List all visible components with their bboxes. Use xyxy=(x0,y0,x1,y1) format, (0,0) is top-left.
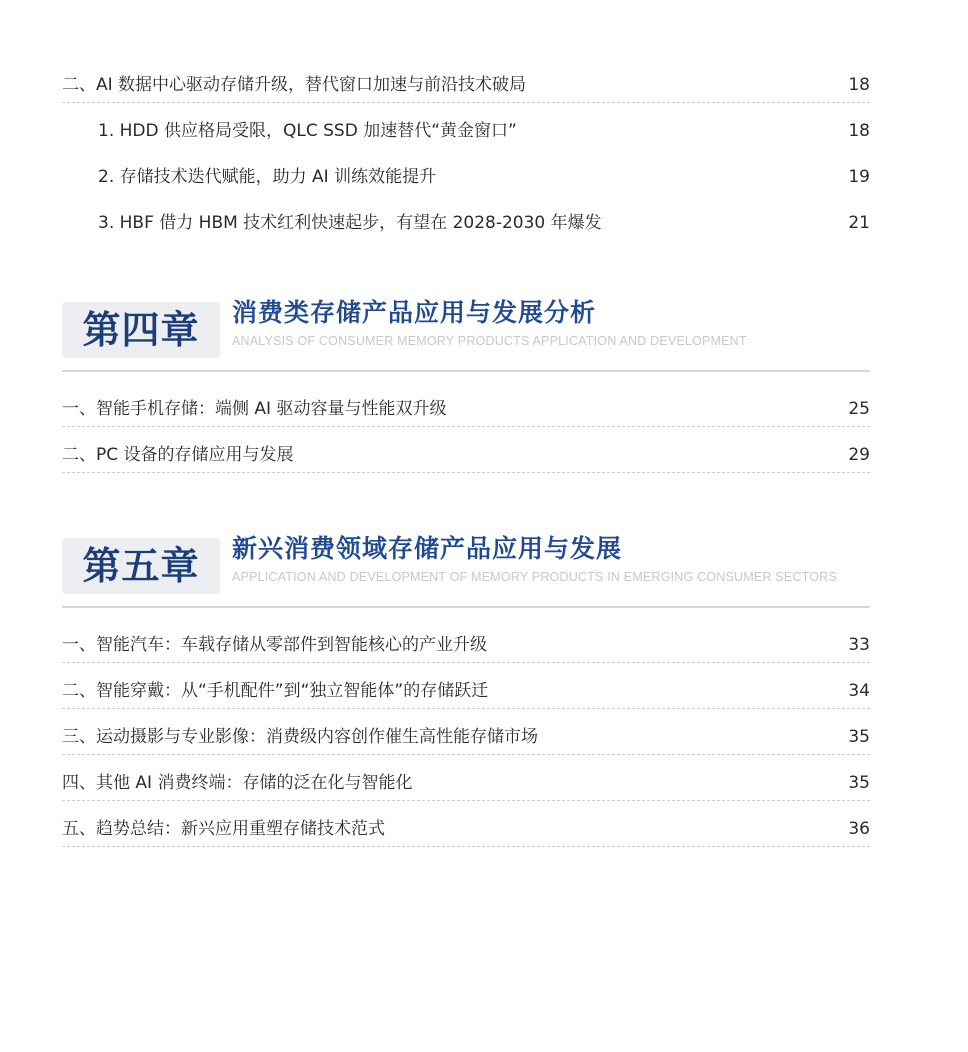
toc-entry[interactable] xyxy=(62,817,870,847)
chapter-badge: 第四章 xyxy=(62,302,220,358)
toc-entry-page: 33 xyxy=(848,635,870,655)
toc-entry-title: 二、PC 设备的存储应用与发展 xyxy=(62,445,294,465)
toc-entry-title: 3. HBF 借力 HBM 技术红利快速起步，有望在 2028-2030 年爆发 xyxy=(98,213,602,233)
toc-subentry[interactable] xyxy=(98,211,870,241)
toc-entry-title: 四、其他 AI 消费终端：存储的泛在化与智能化 xyxy=(62,773,413,793)
chapter-subtitle: ANALYSIS OF CONSUMER MEMORY PRODUCTS APPLICATION AND DEVELOPMENT xyxy=(232,334,747,348)
toc-entry[interactable] xyxy=(62,771,870,801)
toc-entry-page: 21 xyxy=(848,213,870,233)
toc-entry[interactable] xyxy=(62,73,870,103)
toc-subentry[interactable] xyxy=(98,119,870,149)
toc-entry[interactable] xyxy=(62,725,870,755)
chapter-5-header xyxy=(62,530,870,608)
toc-entry-title: 一、智能手机存储：端侧 AI 驱动容量与性能双升级 xyxy=(62,399,447,419)
toc-entry-title: 二、AI 数据中心驱动存储升级，替代窗口加速与前沿技术破局 xyxy=(62,75,527,95)
toc-entry-title: 三、运动摄影与专业影像：消费级内容创作催生高性能存储市场 xyxy=(62,727,538,747)
toc-entry-title: 1. HDD 供应格局受限，QLC SSD 加速替代“黄金窗口” xyxy=(98,121,517,141)
toc-subentry[interactable] xyxy=(98,165,870,195)
toc-entry[interactable] xyxy=(62,397,870,427)
toc-entry-title: 2. 存储技术迭代赋能，助力 AI 训练效能提升 xyxy=(98,167,437,187)
chapter-title: 消费类存储产品应用与发展分析 xyxy=(232,298,597,327)
toc-entry-page: 25 xyxy=(848,399,870,419)
chapter-divider xyxy=(62,606,870,608)
toc-entry-page: 34 xyxy=(848,681,870,701)
toc-entry-page: 29 xyxy=(848,445,870,465)
chapter-4-header xyxy=(62,294,870,372)
toc-entry-page: 35 xyxy=(848,773,870,793)
toc-entry-page: 18 xyxy=(848,75,870,95)
chapter-badge: 第五章 xyxy=(62,538,220,594)
toc-entry-page: 19 xyxy=(848,167,870,187)
toc-entry-title: 五、趋势总结：新兴应用重塑存储技术范式 xyxy=(62,819,385,839)
toc-entry[interactable] xyxy=(62,679,870,709)
toc-entry-page: 35 xyxy=(848,727,870,747)
toc-entry-title: 二、智能穿戴：从“手机配件”到“独立智能体”的存储跃迁 xyxy=(62,681,489,701)
toc-entry-page: 18 xyxy=(848,121,870,141)
chapter-divider xyxy=(62,370,870,372)
chapter-title: 新兴消费领域存储产品应用与发展 xyxy=(232,534,623,563)
chapter-subtitle: APPLICATION AND DEVELOPMENT OF MEMORY PRODUCTS IN EMERGING CONSUMER SECTORS xyxy=(232,570,837,584)
toc-entry[interactable] xyxy=(62,443,870,473)
toc-entry-title: 一、智能汽车：车载存储从零部件到智能核心的产业升级 xyxy=(62,635,487,655)
toc-entry-page: 36 xyxy=(848,819,870,839)
toc-entry[interactable] xyxy=(62,633,870,663)
